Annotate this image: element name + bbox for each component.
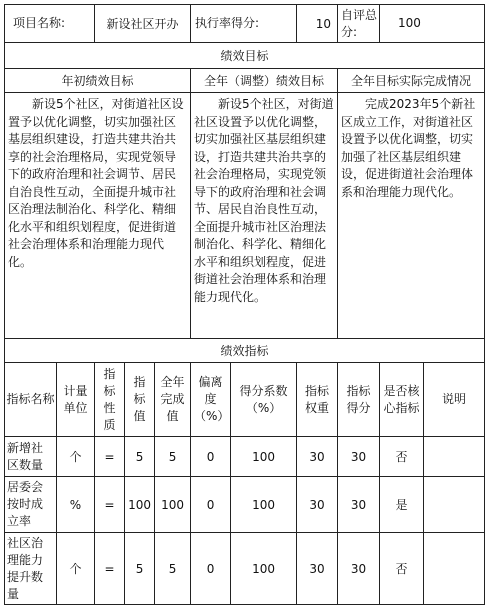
col-unit: 计量单位: [57, 363, 95, 437]
indicator-completed: 100: [155, 477, 191, 533]
indicator-unit: 个: [57, 533, 95, 605]
col-completed-value: 全年完成值: [155, 363, 191, 437]
indicator-name: 居委会按时成立率: [5, 477, 57, 533]
indicators-header-row: [5, 363, 485, 437]
goals-section-title: 绩效目标: [5, 43, 485, 69]
indicator-score: 30: [338, 477, 380, 533]
indicator-remarks: [424, 437, 485, 477]
col-is-core: 是否核心指标: [380, 363, 424, 437]
indicator-unit: 个: [57, 437, 95, 477]
indicator-name: 新增社区数量: [5, 437, 57, 477]
table-row: [5, 477, 485, 533]
indicator-unit: %: [57, 477, 95, 533]
col-remarks: 说明: [424, 363, 485, 437]
table-row: [5, 533, 485, 605]
indicator-target: 100: [125, 477, 155, 533]
indicator-remarks: [424, 533, 485, 605]
indicator-target: 5: [125, 437, 155, 477]
indicator-completed: 5: [155, 437, 191, 477]
col-score: 指标得分: [338, 363, 380, 437]
col-deviation: 偏离度（%）: [191, 363, 231, 437]
project-name-label: 项目名称:: [5, 5, 95, 43]
evaluation-table: [4, 4, 485, 605]
self-eval-label: 自评总分:: [338, 5, 380, 43]
col-score-coefficient: 得分系数（%）: [231, 363, 297, 437]
col-initial-goal: 年初绩效目标: [5, 69, 191, 93]
indicators-title-row: [5, 339, 485, 363]
indicator-name: 社区治理能力提升数量: [5, 533, 57, 605]
indicator-nature: =: [95, 477, 125, 533]
indicator-is-core: 否: [380, 533, 424, 605]
goals-header-row: [5, 69, 485, 93]
indicator-score-coefficient: 100: [231, 533, 297, 605]
indicator-score: 30: [338, 533, 380, 605]
col-actual-completion: 全年目标实际完成情况: [338, 69, 485, 93]
col-indicator-name: 指标名称: [5, 363, 57, 437]
adjusted-goal-text: 新设5个社区，对街道社区设置予以优化调整，切实加强社区基层组织建设，打造共建共治共享的社会治理格局，实现党领导下的政府治理和社会调节、居民自治良性互动，全面提升城市社区治理法制治化、科学化、精细化水平和组织划程度，促进街道社会治理体系和治理能力现代化。: [191, 93, 338, 339]
indicator-weight: 30: [297, 477, 338, 533]
header-row: [5, 5, 485, 43]
indicator-score: 30: [338, 437, 380, 477]
indicator-deviation: 0: [191, 437, 231, 477]
indicator-score-coefficient: 100: [231, 437, 297, 477]
col-target-value: 指标值: [125, 363, 155, 437]
col-weight: 指标权重: [297, 363, 338, 437]
project-name-value: 新设社区开办: [95, 5, 191, 43]
indicator-deviation: 0: [191, 477, 231, 533]
exec-rate-label: 执行率得分:: [191, 5, 297, 43]
indicator-remarks: [424, 477, 485, 533]
self-eval-value: 100: [380, 5, 485, 43]
initial-goal-text: 新设5个社区，对街道社区设置予以优化调整，切实加强社区基层组织建设，打造共建共治共享的社会治理格局，实现党领导下的政府治理和社会调节、居民自治良性互动，全面提升城市社区治理法制治化、科学化、精细化水平和组织划程度，促进街道社会治理体系和治理能力现代化。: [5, 93, 191, 339]
indicator-weight: 30: [297, 437, 338, 477]
col-nature: 指标性质: [95, 363, 125, 437]
goals-title-row: [5, 43, 485, 69]
indicator-is-core: 否: [380, 437, 424, 477]
indicator-is-core: 是: [380, 477, 424, 533]
indicator-nature: =: [95, 437, 125, 477]
indicator-target: 5: [125, 533, 155, 605]
actual-completion-text: 完成2023年5个新社区成立工作，对街道社区设置予以优化调整，切实加强了社区基层组织建设，促进街道社会治理体系和治理能力现代化。: [338, 93, 485, 339]
indicator-deviation: 0: [191, 533, 231, 605]
indicator-score-coefficient: 100: [231, 477, 297, 533]
exec-rate-value: 10: [297, 5, 338, 43]
indicator-nature: =: [95, 533, 125, 605]
indicator-weight: 30: [297, 533, 338, 605]
indicators-section-title: 绩效指标: [5, 339, 485, 363]
indicator-completed: 5: [155, 533, 191, 605]
col-adjusted-goal: 全年（调整）绩效目标: [191, 69, 338, 93]
table-row: [5, 437, 485, 477]
goals-content-row: [5, 93, 485, 339]
